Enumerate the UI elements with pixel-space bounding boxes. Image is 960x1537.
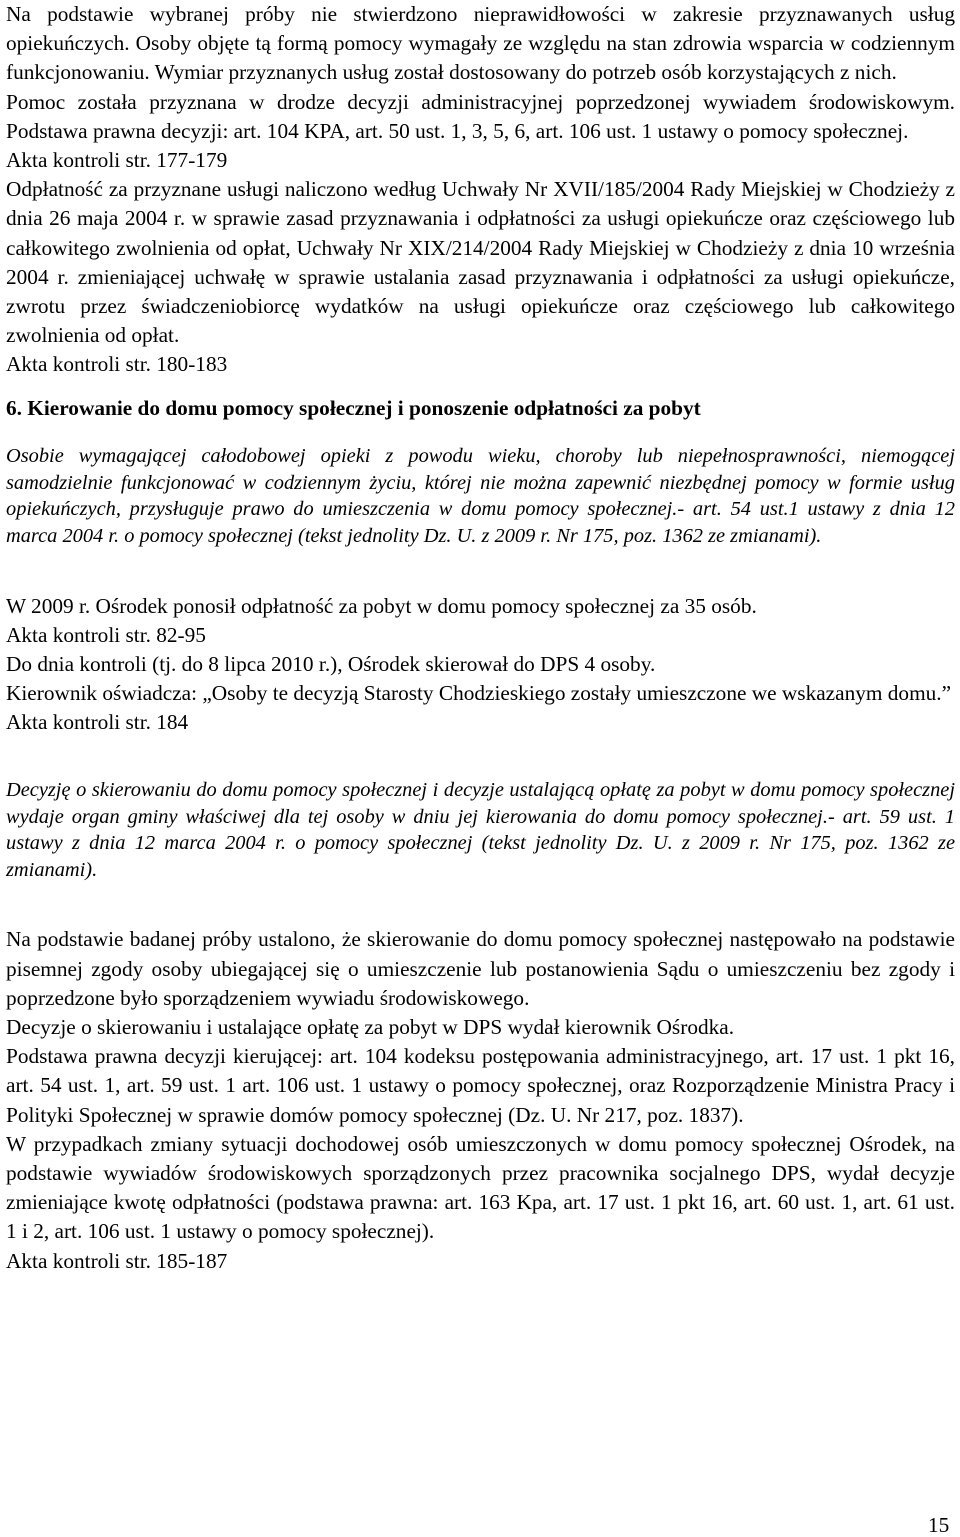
paragraph-statement: Kierownik oświadcza: „Osoby te decyzją Starosty Chodzieskiego zostały umieszczone we wskazanym domu.” [6,681,952,706]
paragraph-decision-basis: Pomoc została przyznana w drodze decyzji administracyjnej poprzedzonej wywiadem środowiskowym. Podstawa prawna decyzji: art. 104 KPA, art. 50 ust. 1, 3, 5, 6, art. 106 ust. 1 ustawy o pomocy społecznej. [6,89,955,143]
law-citation: Osobie wymagającej całodobowej opieki z powodu wieku, choroby lub niepełnosprawności, niemogącej samodzielnie funkcjonować w codziennym życiu, której nie można zapewnić niezbędnej pomocy w formie usług opiekuńczych, przysługuje prawo do umieszczenia w domu pomocy społecznej.- art. 54 ust.1 ustawy z dnia 12 marca 2004 r. o pomocy społecznej (tekst jednolity Dz. U. z 2009 r. Nr 175, poz. 1362 ze zmianami). [6,445,955,547]
paragraph-sample-findings: Na podstawie badanej próby ustalono, że skierowanie do domu pomocy społecznej następowało na podstawie pisemnej zgody osoby ubiegającej się o umieszczenie lub postanowienia Sądu o umieszczeniu bez zgody i poprzedzone było sporządzeniem wywiadu środowiskowego. [6,927,955,1010]
law-citation: Decyzję o skierowaniu do domu pomocy społecznej i decyzje ustalającą opłatę za pobyt w domu pomocy społecznej wydaje organ gminy właściwej dla tej osoby w dniu jej kierowania do domu pomocy społecznej.- art. 59 ust. 1 ustawy z dnia 12 marca 2004 r. o pomocy społecznej (tekst jednolity Dz. U. z 2009 r. Nr 175, poz. 1362 ze zmianami). [6,779,955,881]
paragraph-decisions-issued: Decyzje o skierowaniu i ustalające opłatę za pobyt w DPS wydał kierownik Ośrodka. [6,1015,735,1040]
document-page [6,0,955,1276]
reference-note: Akta kontroli str. 82-95 [6,622,206,647]
page-number: 15 [928,1513,950,1537]
spacer [6,903,955,925]
paragraph-referrals: Do dnia kontroli (tj. do 8 lipca 2010 r.), Ośrodek skierował do DPS 4 osoby. [6,652,656,677]
reference-note: Akta kontroli str. 177-179 [6,148,228,173]
paragraph-income-changes: W przypadkach zmiany sytuacji dochodowej osób umieszczonych w domu pomocy społecznej Ośrodek, na podstawie wywiadów środowiskowych sporządzonych przez pracownika socjalnego DPS, wydał decyzje zmieniające kwotę odpłatności (podstawa prawna: art. 163 Kpa, art. 17 ust. 1 pkt 16, art. 60 ust. 1, art. 61 ust. 1 i 2, art. 106 ust. 1 ustawy o pomocy społecznej). [6,1131,955,1244]
spacer [6,570,955,592]
paragraph-services-finding: Na podstawie wybranej próby nie stwierdzono nieprawidłowości w zakresie przyznawanych usług opiekuńczych. Osoby objęte tą formą pomocy wymagały ze względu na stan zdrowia wsparcia w codziennym funkcjonowaniu. Wymiar przyznanych usług został dostosowany do potrzeb osób korzystających z nich. [6,2,955,85]
paragraph-2009-costs: W 2009 r. Ośrodek ponosił odpłatność za pobyt w domu pomocy społecznej za 35 osób. [6,593,757,618]
paragraph-legal-basis: Podstawa prawna decyzji kierującej: art. 104 kodeksu postępowania administracyjnego, art. 17 ust. 1 pkt 16, art. 54 ust. 1, art. 59 ust. 1 art. 106 ust. 1 ustawy o pomocy społecznej, oraz Rozporządzenie Ministra Pracy i Polityki Społecznej w sprawie domów pomocy społecznej (Dz. U. Nr 217, poz. 1837). [6,1044,955,1127]
section-heading: 6. Kierowanie do domu pomocy społecznej i ponoszenie odpłatności za pobyt [6,395,701,420]
reference-note: Akta kontroli str. 180-183 [6,352,228,377]
paragraph-fees: Odpłatność za przyznane usługi naliczono według Uchwały Nr XVII/185/2004 Rady Miejskiej w Chodzieży z dnia 26 maja 2004 r. w sprawie zasad przyznawania i odpłatności za usługi opiekuńcze oraz częściowego lub całkowitego zwolnienia od opłat, Uchwały Nr XIX/214/2004 Rady Miejskiej w Chodzieży z dnia 10 września 2004 r. zmieniającej uchwałę w sprawie ustalania zasad przyznawania i odpłatności za usługi opiekuńcze, zwrotu przez świadczeniobiorcę wydatków na usługi opiekuńcze oraz częściowego lub całkowitego zwolnienia od opłat. [6,177,955,348]
spacer [6,380,955,394]
reference-note: Akta kontroli str. 185-187 [6,1248,228,1273]
reference-note: Akta kontroli str. 184 [6,710,189,735]
spacer [6,738,955,757]
